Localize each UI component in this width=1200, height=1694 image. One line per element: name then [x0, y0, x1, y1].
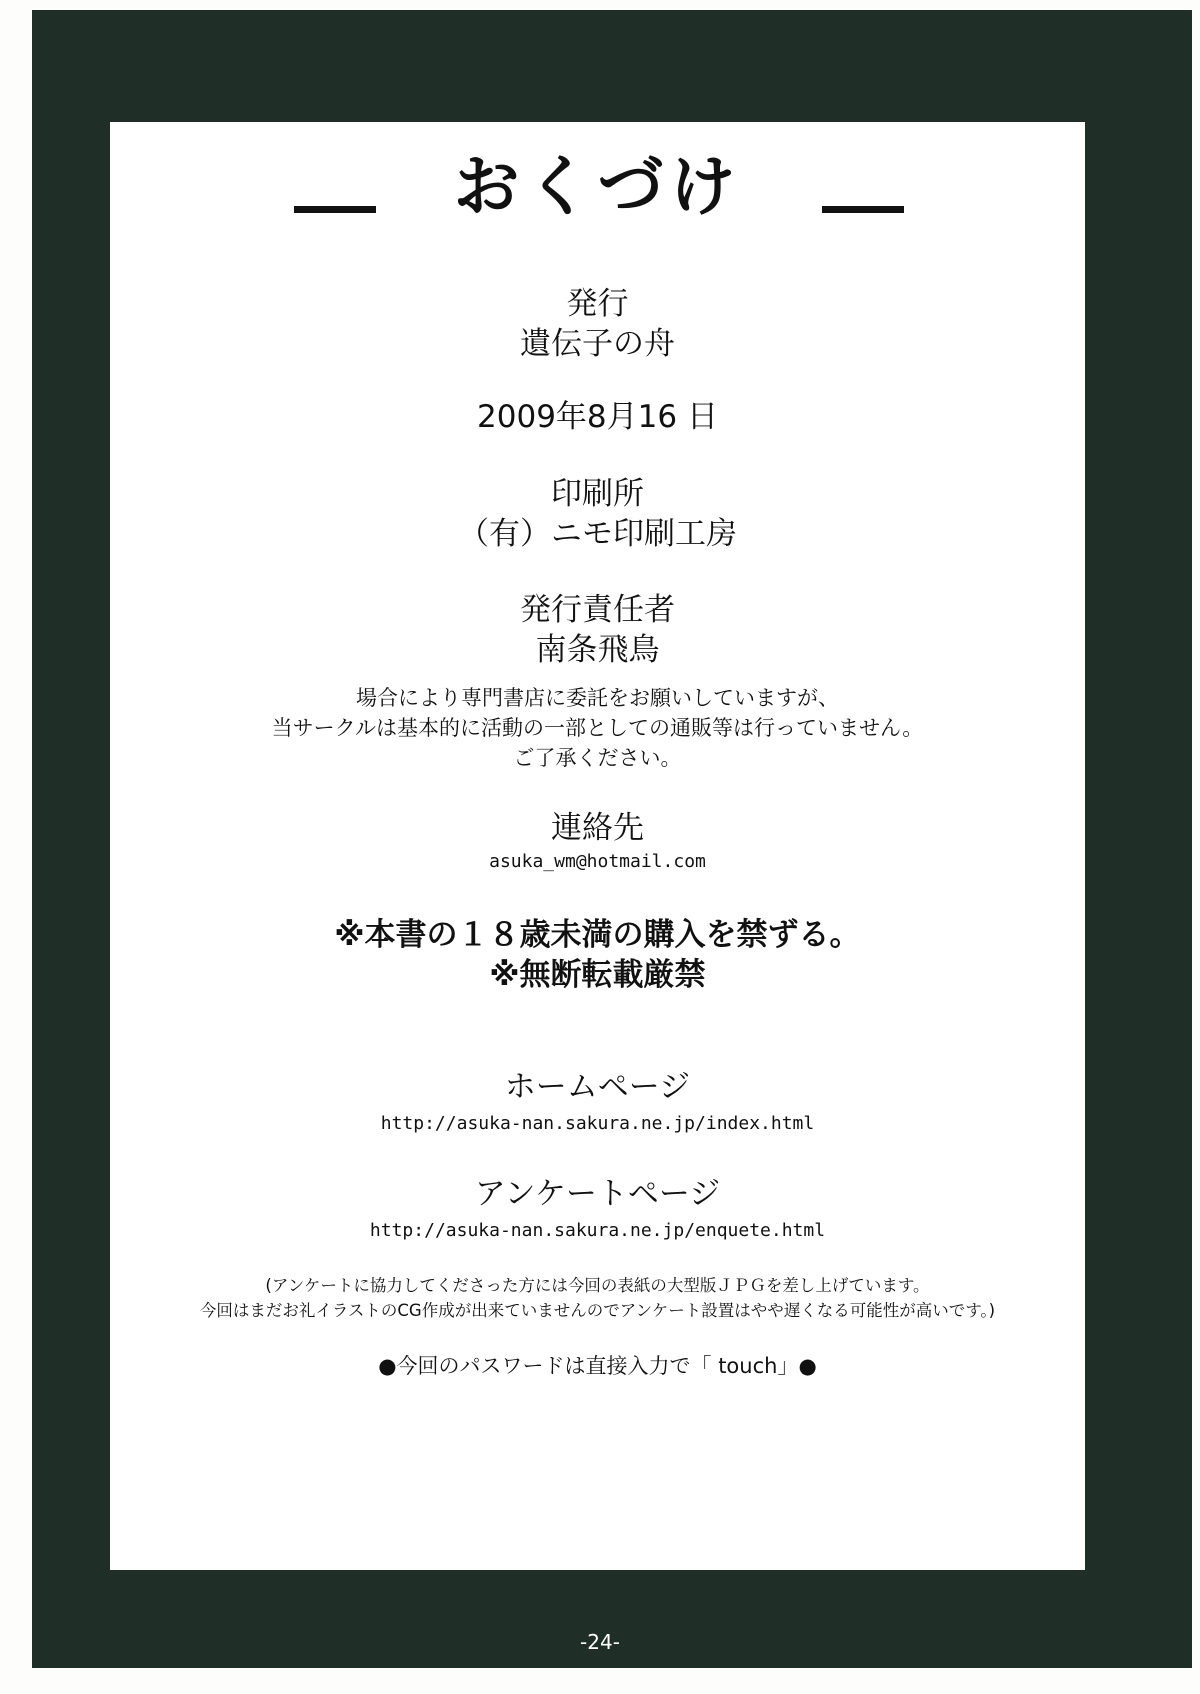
password-line: ●今回のパスワードは直接入力で「 touch」● — [378, 1354, 817, 1378]
colophon-panel — [110, 122, 1085, 1570]
notice-line: 場合により専門書店に委託をお願いしていますが、 — [356, 686, 839, 710]
homepage-url[interactable]: http://asuka-nan.sakura.ne.jp/index.html — [380, 1113, 815, 1134]
printer-name: （有）ニモ印刷工房 — [458, 516, 737, 552]
notice-line: ご了承ください。 — [513, 746, 682, 770]
survey-note-line: 今回はまだお礼イラストのCG作成が出来ていませんのでアンケート設置はやや遅くなる可能性が高いです。) — [199, 1301, 996, 1320]
notice-line: 当サークルは基本的に活動の一部としての通販等は行っていません。 — [271, 716, 924, 740]
age-restriction-warning: ※本書の１８歳未満の購入を禁ずる。 — [334, 917, 861, 953]
survey-label: アンケートページ — [474, 1176, 721, 1212]
title-row — [110, 142, 1085, 232]
contact-email: asuka_wm@hotmail.com — [489, 851, 706, 872]
page-number: -24- — [580, 1630, 620, 1654]
publication-date: 2009年8月16 日 — [477, 399, 718, 435]
publisher-label: 発行 — [566, 286, 629, 322]
title-dash-right — [822, 206, 904, 213]
page-title: おくづけ — [453, 148, 742, 225]
publisher-name: 遺伝子の舟 — [520, 326, 675, 362]
printer-label: 印刷所 — [551, 476, 644, 512]
responsible-label: 発行責任者 — [520, 592, 675, 628]
responsible-name: 南条飛鳥 — [535, 632, 660, 668]
contact-label: 連絡先 — [551, 810, 644, 846]
survey-note-line: (アンケートに協力してくださった方には今回の表紙の大型版ＪＰＧを差し上げています。 — [265, 1276, 930, 1295]
survey-url[interactable]: http://asuka-nan.sakura.ne.jp/enquete.html — [369, 1220, 826, 1241]
homepage-label: ホームページ — [504, 1069, 691, 1105]
no-reprint-warning: ※無断転載厳禁 — [489, 957, 706, 993]
